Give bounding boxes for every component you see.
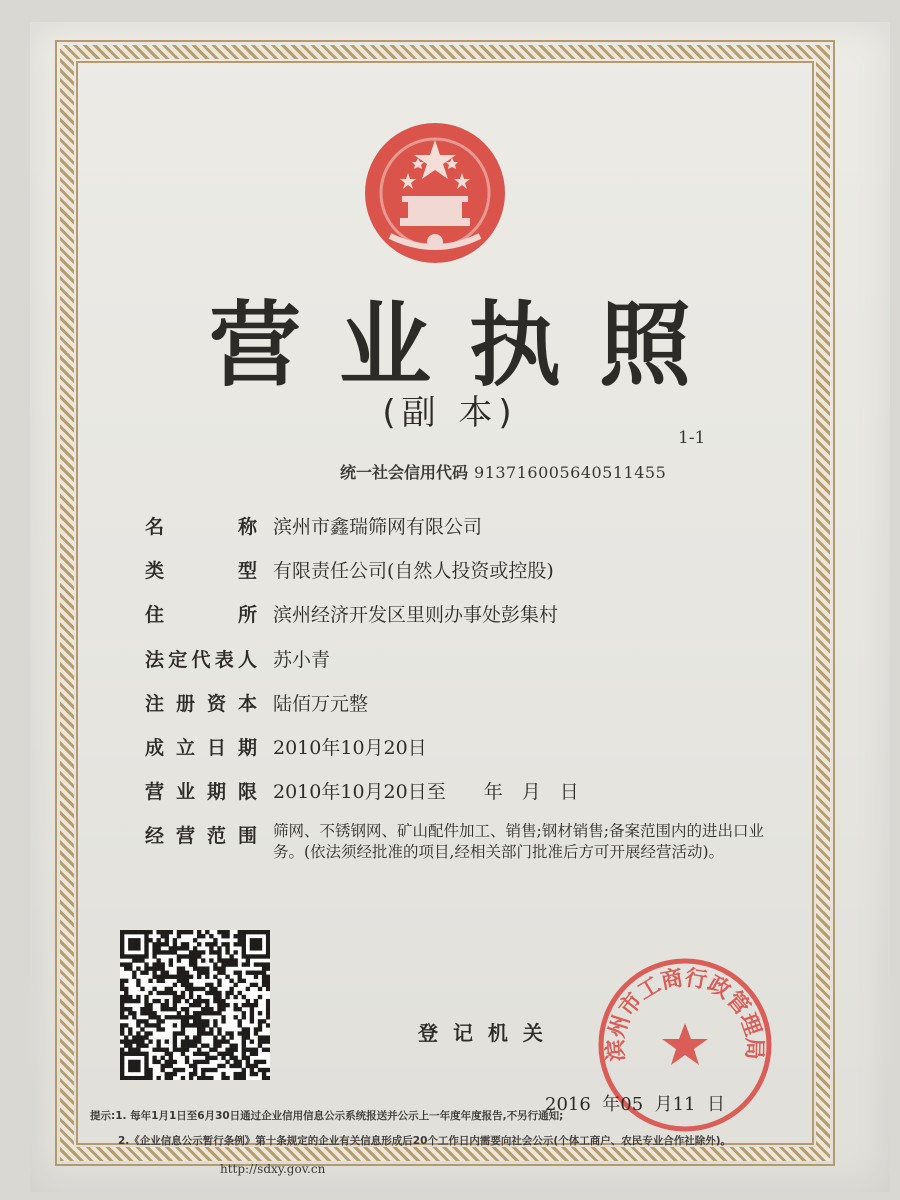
scope-value: 筛网、不锈钢网、矿山配件加工、销售;钢材销售;备案范围内的进出口业务。(依法须经批准的项目,经相关部门批准后方可开展经营活动)。 <box>273 822 764 861</box>
field-value: 2010年10月20日至 年 月 日 <box>273 781 579 803</box>
copy-number: 1-1 <box>678 428 706 448</box>
issue-date: 2016 年05 月11 日 <box>545 1094 725 1115</box>
field-label: 住 所 <box>145 604 257 626</box>
field-label: 营业期限 <box>145 781 257 803</box>
field-address <box>145 600 559 627</box>
field-business-scope <box>145 821 764 861</box>
field-registered-capital <box>145 689 369 716</box>
field-label: 法定代表人 <box>145 649 257 671</box>
field-value: 苏小青 <box>273 649 331 671</box>
credit-code-row <box>340 460 666 483</box>
field-establish-date <box>145 733 427 760</box>
note-line-2: 2.《企业信息公示暂行条例》第十条规定的企业有关信息形成后20个工作日内需要向社会公示(个体工商户、农民专业合作社除外)。 <box>118 1135 732 1147</box>
registrar-label: 登 记 机 关 <box>418 1021 547 1045</box>
note-line-1: 提示:1. 每年1月1日至6月30日通过企业信用信息公示系统报送并公示上一年度年度报告,不另行通知; <box>90 1110 564 1122</box>
field-legal-representative <box>145 645 331 672</box>
field-label: 类 型 <box>145 560 257 582</box>
field-value: 有限责任公司(自然人投资或控股) <box>273 560 554 582</box>
website-url: http://sdxy.gov.cn <box>220 1162 326 1176</box>
field-value: 2010年10月20日 <box>273 737 427 759</box>
page-subtitle: (副 本) <box>382 393 518 433</box>
field-value: 陆佰万元整 <box>273 693 369 715</box>
field-business-term <box>145 777 579 804</box>
seal-text: 滨州市工商行政管理局 <box>603 965 767 1062</box>
field-label: 成立日期 <box>145 737 257 759</box>
field-type <box>145 556 554 583</box>
page-title: 营业执照 <box>208 292 729 399</box>
qr-code-icon <box>120 930 270 1080</box>
field-name <box>145 512 483 539</box>
national-emblem-icon <box>360 118 510 268</box>
credit-code-value: 913716005640511455 <box>474 463 667 482</box>
field-label: 名 称 <box>145 516 257 538</box>
field-label: 经营范围 <box>145 825 257 847</box>
field-value: 滨州经济开发区里则办事处彭集村 <box>273 604 559 626</box>
field-value: 滨州市鑫瑞筛网有限公司 <box>273 516 483 538</box>
field-label: 注册资本 <box>145 693 257 715</box>
credit-code-label: 统一社会信用代码 <box>340 463 469 482</box>
